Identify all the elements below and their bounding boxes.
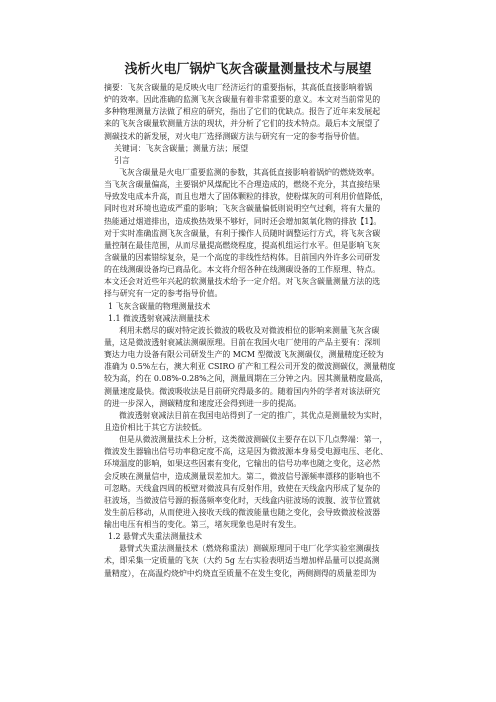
intro-line: 对于实时准确监测飞灰含碳量，有利于操作人员随时调整运行方式，将飞灰含碳	[104, 228, 381, 238]
intro-line: 导致发电成本升高，而且也增大了固体颗粒的排放，使粉煤灰的可利用价值降低，	[104, 192, 389, 202]
intro-line: 的在线测碳设备均已商品化。本文将介绍各种在线测碳设备的工作原理、特点。	[104, 265, 381, 275]
intro-line: 本文还会对近些年兴起的软测量技术给予一定介绍。对飞灰含碳量测量方法的选	[104, 277, 381, 287]
paragraph-line: 微波发生器输出信号功率稳定度不高，这是因为微波源本身易受电源电压、老化、	[104, 447, 389, 457]
intro-heading: 引言	[114, 155, 130, 165]
abstract-line: 来的飞灰含碳量软测量方法的现状，并分析了它们的技术特点。最后本文展望了	[104, 119, 381, 129]
intro-line: 量控制在最佳范围，从而尽量提高燃烧程度，提高机组运行水平。但是影响飞灰	[104, 240, 381, 250]
intro-line: 热能通过烟道排出，造成换热效果不够好，同时还会增加氮氧化物的排放【1】。	[104, 216, 382, 226]
paragraph-line: 悬臂式失重法测量技术（燃烧称重法）测碳原理同于电厂化学实验室测碳技	[119, 544, 380, 554]
paragraph-line: 输出电压有相当的变化。第三，堵灰现象也是时有发生。	[104, 520, 302, 530]
keywords: 关键词：飞灰含碳量；测量方法；展望	[114, 143, 249, 153]
paragraph-line: 的进一步深入，测碳精度和速度还会得到进一步的提高。	[104, 398, 302, 408]
paragraph-line: 驻波场，当微波信号源的振荡频率变化时，天线盒内驻波场的波腹、波节位置就	[104, 495, 381, 505]
paragraph-line: 测量速度最快。微波吸收法是目前研究得最多的。随着国内外的学者对该法研究	[104, 386, 381, 396]
section-heading: 1 飞灰含碳量的物理测量技术	[108, 301, 211, 311]
abstract-line: 炉的效率。因此准确的监测飞灰含碳量有着非常重要的意义。本文对当前常见的	[104, 95, 381, 105]
intro-line: 择与研究有一定的参考指导价值。	[104, 289, 223, 299]
paragraph-line: 术，即采集一定质量的飞灰（大约 5g 左右实验表明适当增加样品量可以提高测	[104, 556, 380, 566]
paragraph-line: 准确为 0.5%左右，澳大利亚 CSIRO 矿产和工程公司开发的微波测碳仪，测量精度	[104, 362, 396, 372]
paragraph-line: 但是从微波测量技术上分析，这类微波测碳仪主要存在以下几点弊端：第一，	[119, 435, 388, 445]
intro-line: 当飞灰含碳量偏高，主要锅炉风煤配比不合理造成的，燃烧不充分，其直接结果	[104, 180, 381, 190]
paragraph-line: 环境温度的影响，如果这些因素有变化，它输出的信号功率也随之变化，这必然	[104, 459, 381, 469]
abstract-line: 测碳技术的新发展，对火电厂选择测碳方法与研究有一定的参考指导价值。	[104, 131, 365, 141]
paragraph-line: 可忽略。天线盒四周的板壁对微波具有反射作用，致使在天线盒内形成了复杂的	[104, 483, 381, 493]
paragraph-line: 微波透射衰减法目前在我国电站得到了一定的推广，其优点是测量较为实时，	[119, 410, 388, 420]
abstract-line: 摘要：飞灰含碳量的是反映火电厂经济运行的重要指标，其高低直接影响着锅	[104, 83, 373, 92]
paragraph-line: 会反映在测量信中，造成测量误差加大。第二，微波信号源频率漂移的影响也不	[104, 471, 381, 481]
intro-line: 含碳量的因素错综复杂，是一个高度的非线性结构体。目前国内外许多公司研发	[104, 252, 381, 262]
paragraph-line: 赛达力电力设备有限公司研发生产的 MCM 型微波飞灰测碳仪，测量精度还较为	[104, 350, 384, 360]
abstract-line: 多种物理测量方法做了相应的研究，指出了它们的优缺点。报告了近年来发展起	[104, 107, 381, 117]
paragraph-line: 发生前后移动，从而使进入接收天线的微波能量也随之变化，会导致微波检波器	[104, 507, 381, 517]
paragraph-line: 量精度），在高温灼烧炉中灼烧直至质量不在发生变化，两侧测得的质量差即为	[104, 568, 377, 578]
intro-line: 同时也对环境也造成严重的影响；飞灰含碳量偏低则说明空气过剩，将有大量的	[104, 204, 381, 214]
paragraph-line: 且造价相比于其它方法较低。	[104, 422, 207, 432]
paragraph-line: 利用未燃尽的碳对特定波长微波的吸收及对微波相位的影响来测量飞灰含碳	[119, 325, 380, 335]
subsection-heading: 1.1 微波透射衰减法测量技术	[108, 313, 210, 323]
document-body	[104, 82, 404, 580]
paragraph-line: 量，这是微波透射衰减法测碳原理。目前在我国火电厂使用的产品主要有：深圳	[104, 337, 381, 347]
subsection-heading: 1.2 悬臂式失重法测量技术	[108, 532, 202, 542]
page-title: 浅析火电厂锅炉飞灰含碳量测量技术与展望	[124, 62, 372, 77]
intro-line: 飞灰含碳量是火电厂重要监测的参数，其高低直接影响着锅炉的燃烧效率。	[119, 167, 380, 177]
paragraph-line: 较为高，约在 0.08%-0.28%之间，测量周期在三分钟之内。因其测量精度最高，	[104, 374, 389, 384]
